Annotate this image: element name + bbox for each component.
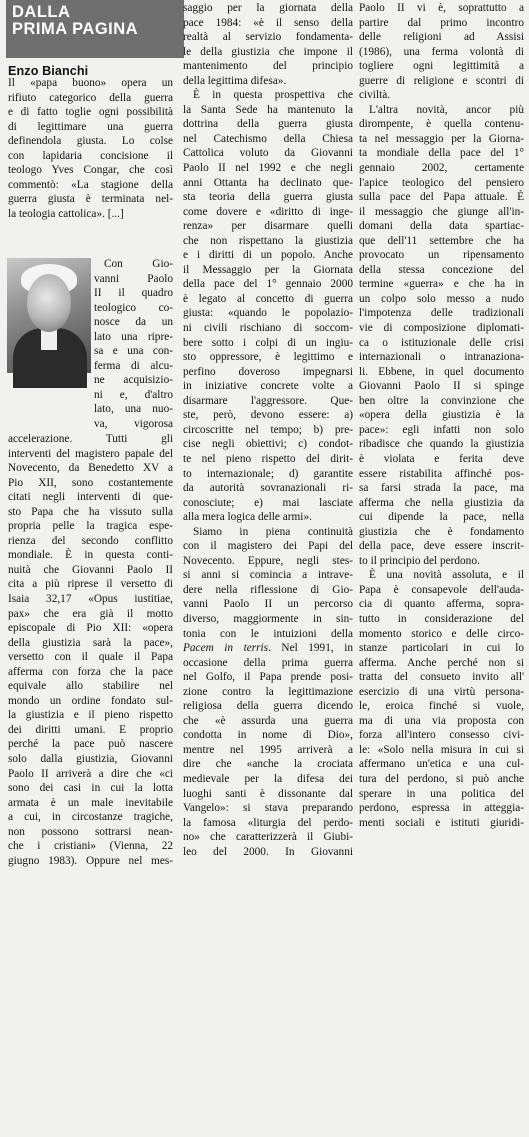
text-line: zione contro la legittimazione — [183, 685, 353, 698]
text-line: Paolo II vi è, soprattutto a — [359, 2, 524, 14]
text-line: to internazionale; d) garantite — [183, 467, 353, 480]
text-line: la Santa Sede ha mantenuto la — [183, 103, 353, 116]
author-byline: Enzo Bianchi — [8, 64, 89, 78]
text-line: la famosa «liturgia del perdo- — [183, 816, 353, 829]
text-line: dei diritti umani. E proprio — [8, 723, 173, 736]
text-line: e i diritti di un popolo. Anche — [183, 249, 353, 262]
text-line: realtà al servizio fondamenta- — [183, 31, 353, 44]
text-line: che non rispettano la giustizia — [183, 234, 353, 247]
text-line: (1986), una ferma volontà di — [359, 45, 524, 58]
text-line: religiosa della guerra dicendo — [183, 700, 353, 713]
column-2 — [183, 1, 353, 858]
portrait-photo — [7, 258, 91, 373]
text-line: si anni si comincia a intrave- — [183, 569, 353, 582]
text-line: Vangelo»: si stava preparando — [183, 802, 353, 815]
text-line: L'altra novità, ancor più — [369, 103, 524, 116]
text-line: le della giustizia che impone il — [183, 45, 353, 58]
text-line: afferma con forza che la pace — [8, 665, 173, 678]
text-line: togliere ogni legittimità a — [359, 60, 524, 73]
text-line: sono dei casi in cui la lotta — [8, 782, 173, 795]
text-line: di legittimare una guerra — [8, 120, 173, 133]
section-header-line1: DALLA — [12, 3, 71, 21]
text-line: stanze particolari in cui lo — [359, 642, 524, 655]
text-line: medievale per la difesa dei — [183, 772, 353, 785]
text-line: della giustizia sarà la pace», — [8, 636, 173, 649]
text-line: episcopale di Pio XII: «opera — [8, 622, 173, 635]
text-line: perdono, espressa in atteggia- — [359, 802, 524, 815]
column-1-bottom — [8, 432, 173, 1137]
text-line: perché la pace può nascere — [8, 738, 173, 751]
text-line: Pio XII, sono costantemente — [8, 476, 173, 489]
text-line: vanni Paolo II un percorso — [183, 598, 353, 611]
text-line: tutto in considerazione del — [359, 612, 524, 625]
text-line: le, eroica finché si vuole, — [359, 700, 524, 713]
text-line: dire che «anche la crociata — [183, 758, 353, 771]
text-line: Il «papa buono» opera un — [8, 77, 173, 89]
text-line: È in questa prospettiva che — [193, 89, 353, 102]
text-line: non possono sottrarsi nean- — [8, 825, 173, 838]
text-line: mentre nel 1995 arriverà a — [183, 743, 353, 756]
text-line: il messaggio che giunge all'in- — [359, 205, 524, 218]
text-line: guerre di religione e scontri di — [359, 74, 524, 87]
text-line: pax» che era già il motto — [8, 607, 173, 620]
text-line: nel Catechismo della Chiesa — [183, 132, 353, 145]
text-line: II il quadro — [94, 287, 173, 300]
text-line: ma di una via proposta con — [359, 714, 524, 727]
text-line: da autorità sovranazionali ri- — [183, 482, 353, 495]
section-header-line2: PRIMA PAGINA — [12, 20, 139, 38]
text-line: «opera della giustizia è la — [359, 409, 524, 422]
text-line: l'apice teologico del pensiero — [359, 176, 524, 189]
text-line: mondiale. È in questa conti- — [8, 549, 173, 562]
text-line: sa farsi strada la pace, ma — [359, 482, 524, 495]
text-line: esercizio di una virtù persona- — [359, 685, 524, 698]
text-line: solo dalla giustizia, Giovanni — [8, 753, 173, 766]
text-line: rifiuto categorico della guerra — [8, 91, 173, 104]
text-line: rienza del secondo conflitto — [8, 534, 173, 547]
text-line: accelerazione. Tutti gli — [8, 433, 173, 445]
text-line: con lapidaria concisione il — [8, 149, 173, 162]
text-line: il Messaggio per la Giornata — [183, 263, 353, 276]
text-line: Con Gio- — [104, 258, 173, 270]
text-line: che «è assurda una guerra — [183, 714, 353, 727]
text-line: ferma di alcu- — [94, 359, 173, 372]
text-line: dottrina della guerra giusta — [183, 118, 353, 131]
text-line: un colpo solo messo a nudo — [359, 292, 524, 305]
text-line: vanni Paolo — [94, 272, 173, 285]
text-line: della pace, deve essere inscrit- — [359, 540, 524, 553]
text-line: delle religioni ad Assisi — [359, 31, 524, 44]
text-line: nuità che Giovanni Paolo II — [8, 563, 173, 576]
text-line: sta teoria della guerra giusta — [183, 191, 353, 204]
text-line: disarmare l'aggressore. Que- — [183, 394, 353, 407]
text-line: citati negli interventi di que- — [8, 491, 173, 504]
text-line: ne acquisizio- — [94, 374, 173, 387]
text-line: circoscritte nel tempo; b) pre- — [183, 423, 353, 436]
text-line: è legato al concetto di guerra — [183, 292, 353, 305]
text-line: giustizia che è fondamento — [359, 525, 524, 538]
text-line: ta nel messaggio per la Giorna- — [359, 132, 524, 145]
text-line: lato, una nuo- — [94, 403, 173, 416]
text-line: ben oltre la convinzione che — [359, 394, 524, 407]
text-line: li. Ebbene, in quel documento — [359, 365, 524, 378]
text-line: ribadisce che quando la giustizia — [359, 438, 524, 451]
text-line: ni civili rischiano di soccom- — [183, 322, 353, 335]
text-line: affermano un'etica e una cul- — [359, 758, 524, 771]
text-line: ni e, d'altro — [94, 388, 173, 401]
text-line: no» che caratterizzerà il Giubi- — [183, 831, 353, 844]
text-line: luoghi santi è dissonante dal — [183, 787, 353, 800]
text-line: Paolo II nel 1992 e che negli — [183, 162, 353, 175]
text-line: sperare in una politica del — [359, 787, 524, 800]
text-line: teologo Yves Congar, che così — [8, 164, 173, 177]
text-line: Giovanni Paolo II si spinge — [359, 380, 524, 393]
text-line: la teologia cattolica». [...] — [8, 207, 124, 220]
text-line: a cui, in circostanze tragiche, — [8, 811, 173, 824]
text-line: come dovere e «diritto di inge- — [183, 205, 353, 218]
text-line: pace 1984: «è il senso della — [183, 16, 353, 29]
text-line: que dell'11 settembre che ha — [359, 234, 524, 247]
text-line: propria pelle la tragica espe- — [8, 520, 173, 533]
text-line: anni Ottanta ha declinato que- — [183, 176, 353, 189]
text-line: renza» per disarmare quelli — [183, 220, 353, 233]
text-line: teologico co- — [94, 301, 173, 314]
text-line: nosce da un — [94, 316, 173, 329]
text-line: della stessa concezione del — [359, 263, 524, 276]
text-line: leo del 2000. In Giovanni — [183, 845, 353, 858]
text-line: giusta: «quando le popolazio- — [183, 307, 353, 320]
text-line: giugno 1983). Oppure nel mes- — [8, 854, 173, 867]
text-line: bere sotto i colpi di un ingiu- — [183, 336, 353, 349]
text-line: pace»: egli infatti non solo — [359, 423, 524, 436]
text-line: essere ristabilita affinché pos- — [359, 467, 524, 480]
text-line: perfino doveroso impegnarsi — [183, 365, 353, 378]
text-line: Pacem in terris. Nel 1991, in — [183, 642, 353, 655]
text-line: versetto con il quale il Papa — [8, 651, 173, 664]
text-line: nel Golfo, il Papa prende posi- — [183, 671, 353, 684]
text-line: cita a più riprese il versetto di — [8, 578, 173, 591]
text-line: Novecento, da Benedetto XV a — [8, 462, 173, 475]
text-line: ste, però, devono essere: a) — [183, 409, 353, 422]
text-line: che i cristiani» (Vienna, 22 — [8, 840, 173, 853]
text-line: forza all'intero consesso civi- — [359, 729, 524, 742]
text-line: te nel pieno rispetto del dirit- — [183, 452, 353, 465]
text-line: Siamo in piena continuità — [193, 525, 353, 538]
column-1-wrap — [94, 257, 173, 432]
text-line: tura del perdono, si può anche — [359, 772, 524, 785]
text-line: definendola giusta. Lo colse — [8, 135, 173, 148]
text-line: armata è un male inevitabile — [8, 796, 173, 809]
text-line: Paolo II arriverà a dire che «ci — [8, 767, 173, 780]
text-line: cui dipende la pace, nella — [359, 511, 524, 524]
text-line: gennaio 2002, certamente — [359, 162, 524, 175]
section-header — [6, 0, 184, 58]
text-line: È una novità assoluta, e il — [369, 569, 524, 582]
text-line: alla mera logica delle armi». — [183, 511, 312, 524]
text-line: mantenimento del principio — [183, 60, 353, 73]
text-line: internazionali o intranaziona- — [359, 351, 524, 364]
text-line: dirompente, è quella contenu- — [359, 118, 524, 131]
column-3 — [359, 1, 524, 829]
text-line: ta mondiale della pace del 1° — [359, 147, 524, 160]
text-line: le: «Solo nella misura in cui si — [359, 743, 524, 756]
text-line: momento storico e delle circo- — [359, 627, 524, 640]
text-line: occasione della prima guerra — [183, 656, 353, 669]
text-line: condotta in nome di Dio», — [183, 729, 353, 742]
text-line: termine «guerra» e che ha in — [359, 278, 524, 291]
text-line: della legittima difesa». — [183, 74, 287, 87]
text-line: commentò: «La stagione della — [8, 178, 173, 191]
text-line: equivale allo stabilire nel — [8, 680, 173, 693]
text-line: in iniziative concrete volte a — [183, 380, 353, 393]
text-line: cise negli obiettivi; c) condot- — [183, 438, 353, 451]
text-line: va, vigorosa — [94, 418, 173, 431]
text-line: saggio per la giornata della — [183, 2, 353, 14]
text-line: diverso, maggiormente in sin- — [183, 612, 353, 625]
text-line: ca o istituzionale delle crisi — [359, 336, 524, 349]
text-line: è violata e ferita deve — [359, 452, 524, 465]
text-line: partire dal primo incontro — [359, 16, 524, 29]
text-line: Papa è consapevole dell'auda- — [359, 583, 524, 596]
text-line: Isaia 32,17 «Opus iustitiae, — [8, 593, 173, 606]
text-line: con il magistero dei Papi del — [183, 540, 353, 553]
text-line: sa e una con- — [94, 345, 173, 358]
text-line: sulla pace del Papa attuale. È — [359, 191, 524, 204]
text-line: Novecento. Eppure, negli stes- — [183, 554, 353, 567]
text-line: la giustizia e il pieno rispetto — [8, 709, 173, 722]
text-line: tonia con le intuizioni della — [183, 627, 353, 640]
text-line: interventi del magistero papale del — [8, 447, 173, 460]
text-line: guerra giusta è terminata nel- — [8, 193, 173, 206]
text-line: sto Papa che ha vissuto sulla — [8, 505, 173, 518]
text-line: e di fatto toglie ogni possibilità — [8, 106, 173, 119]
text-line: lato una ripre- — [94, 330, 173, 343]
text-line: civiltà. — [359, 89, 391, 102]
text-line: dere nella riflessione di Gio- — [183, 583, 353, 596]
text-line: della pace del 1° gennaio 2000 — [183, 278, 353, 291]
text-line: domani della data spartiac- — [359, 220, 524, 233]
text-line: sto oppressore, è legittimo e — [183, 351, 353, 364]
text-line: mondo un ordine fondato sul- — [8, 694, 173, 707]
text-line: tratta del consueto invito all' — [359, 671, 524, 684]
text-line: afferma. Anche perché non si — [359, 656, 524, 669]
text-line: to il principio del perdono. — [359, 554, 480, 567]
text-line: conosciute; e) mai lasciate — [183, 496, 353, 509]
text-line: Cattolica voluto da Giovanni — [183, 147, 353, 160]
text-line: l'impotenza delle tradizionali — [359, 307, 524, 320]
text-line: cia di quanto afferma, sopra- — [359, 598, 524, 611]
text-line: vie di composizione diplomati- — [359, 322, 524, 335]
text-line: menti sociali e istituti giuridi- — [359, 816, 524, 829]
text-line: provocato un ripensamento — [359, 249, 524, 262]
text-line: afferma che nella giustizia da — [359, 496, 524, 509]
